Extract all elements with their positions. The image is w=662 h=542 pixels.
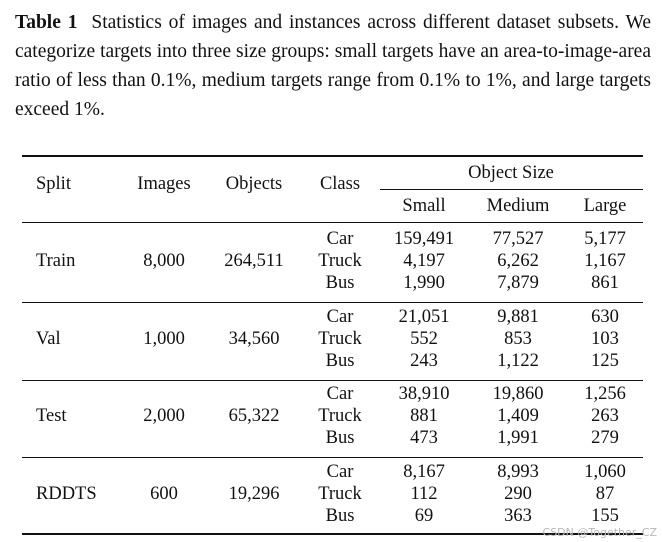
cell-medium: 1,409 xyxy=(497,406,539,426)
cell-objects: 34,560 xyxy=(228,329,280,349)
cell-class: Car xyxy=(326,462,354,482)
cell-large: 1,060 xyxy=(584,462,626,482)
cell-class: Bus xyxy=(325,428,355,448)
cell-images: 1,000 xyxy=(143,329,185,349)
cell-class: Bus xyxy=(325,351,355,371)
cell-medium: 1,991 xyxy=(497,428,539,448)
group-separator xyxy=(22,380,643,381)
cell-medium: 7,879 xyxy=(497,273,539,293)
cell-small: 159,491 xyxy=(393,229,455,249)
cell-split: Test xyxy=(36,406,67,426)
cell-medium: 19,860 xyxy=(492,384,544,404)
header-objects: Objects xyxy=(225,174,283,194)
cell-images: 2,000 xyxy=(143,406,185,426)
cell-large: 861 xyxy=(591,273,619,293)
cell-large: 5,177 xyxy=(584,229,626,249)
cell-small: 69 xyxy=(414,506,434,526)
cell-small: 38,910 xyxy=(398,384,450,404)
header-rule xyxy=(22,222,643,223)
header-class: Class xyxy=(319,174,361,194)
cell-medium: 6,262 xyxy=(497,251,539,271)
table-caption xyxy=(15,8,651,124)
cell-objects: 19,296 xyxy=(228,484,280,504)
cell-class: Car xyxy=(326,384,354,404)
cell-large: 630 xyxy=(591,307,619,327)
group-separator xyxy=(22,457,643,458)
cell-large: 1,167 xyxy=(584,251,626,271)
cell-medium: 853 xyxy=(504,329,532,349)
cell-small: 243 xyxy=(410,351,438,371)
header-images: Images xyxy=(137,174,191,194)
cell-class: Truck xyxy=(318,329,362,349)
cell-large: 125 xyxy=(591,351,619,371)
cell-medium: 77,527 xyxy=(492,229,544,249)
cell-large: 103 xyxy=(591,329,619,349)
top-rule xyxy=(22,155,643,157)
object-size-rule xyxy=(380,189,643,190)
cell-class: Truck xyxy=(318,251,362,271)
cell-class: Truck xyxy=(318,484,362,504)
header-large: Large xyxy=(583,196,627,216)
cell-split: Val xyxy=(36,329,61,349)
cell-class: Bus xyxy=(325,273,355,293)
cell-images: 8,000 xyxy=(143,251,185,271)
header-split: Split xyxy=(36,174,71,194)
cell-objects: 65,322 xyxy=(228,406,280,426)
cell-medium: 1,122 xyxy=(497,351,539,371)
table-label: Table 1 xyxy=(15,12,78,33)
caption-text: Statistics of images and instances across different dataset subsets. We categorize targets into three size groups: small targets have an area-to-image-area ratio of less than 0.1%, medium targets range from 0.1% to 1%, and large targets exceed 1%. xyxy=(15,12,652,120)
cell-class: Car xyxy=(326,229,354,249)
watermark: CSDN @Together_CZ xyxy=(542,526,657,539)
cell-small: 881 xyxy=(410,406,438,426)
cell-medium: 8,993 xyxy=(497,462,539,482)
cell-medium: 9,881 xyxy=(497,307,539,327)
cell-medium: 363 xyxy=(504,506,532,526)
cell-split: RDDTS xyxy=(36,484,97,504)
cell-large: 87 xyxy=(595,484,615,504)
cell-class: Truck xyxy=(318,406,362,426)
cell-small: 473 xyxy=(410,428,438,448)
cell-large: 1,256 xyxy=(584,384,626,404)
cell-split: Train xyxy=(36,251,76,271)
cell-large: 279 xyxy=(591,428,619,448)
cell-medium: 290 xyxy=(504,484,532,504)
cell-class: Car xyxy=(326,307,354,327)
header-small: Small xyxy=(402,196,446,216)
group-separator xyxy=(22,302,643,303)
cell-small: 112 xyxy=(410,484,438,504)
cell-small: 4,197 xyxy=(403,251,445,271)
cell-large: 155 xyxy=(591,506,619,526)
cell-class: Bus xyxy=(325,506,355,526)
cell-large: 263 xyxy=(591,406,619,426)
cell-small: 21,051 xyxy=(398,307,450,327)
header-medium: Medium xyxy=(486,196,550,216)
cell-small: 552 xyxy=(410,329,438,349)
cell-objects: 264,511 xyxy=(224,251,284,271)
cell-small: 8,167 xyxy=(403,462,445,482)
cell-images: 600 xyxy=(150,484,178,504)
cell-small: 1,990 xyxy=(403,273,445,293)
header-object-size: Object Size xyxy=(468,163,554,183)
